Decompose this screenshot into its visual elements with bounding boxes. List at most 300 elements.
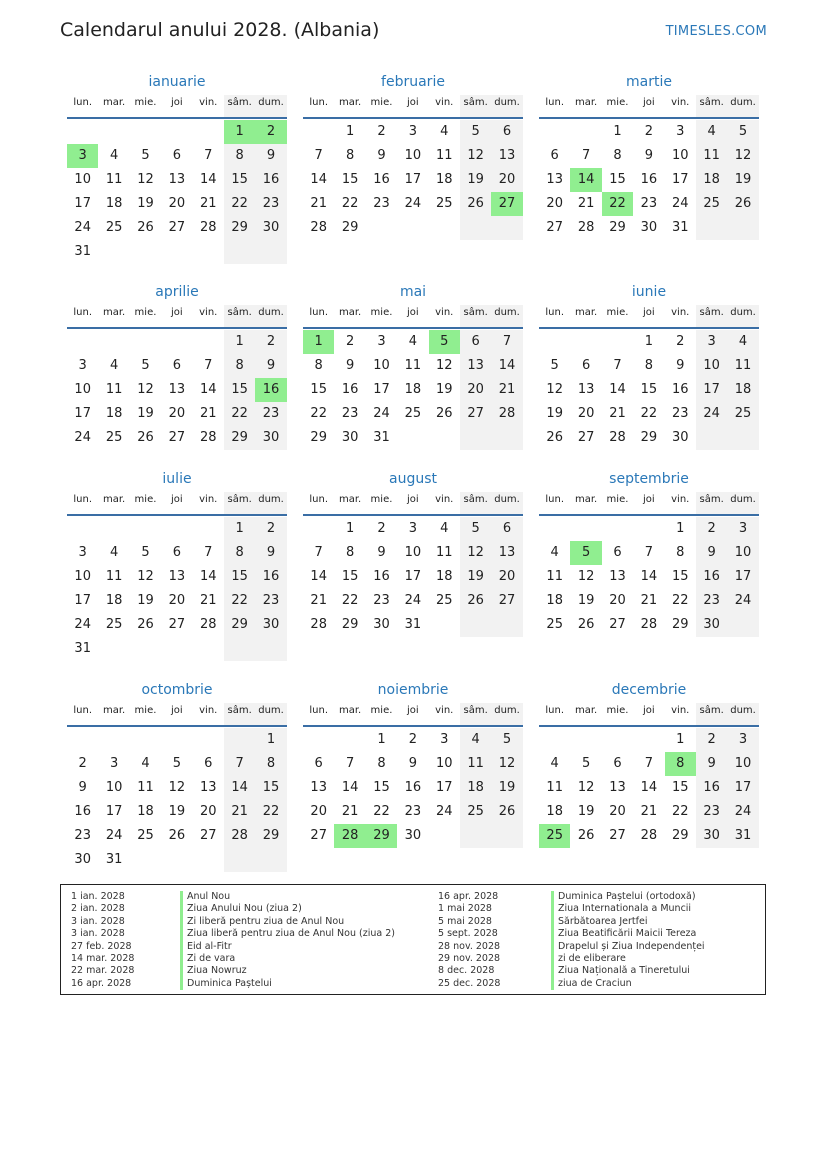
day-cell: 27 bbox=[310, 828, 327, 843]
day-cell: 16 bbox=[696, 565, 727, 589]
holiday-day-cell: 5 bbox=[570, 541, 601, 565]
empty-cell bbox=[98, 240, 129, 264]
weekday-label: lun. bbox=[309, 307, 329, 318]
weekday-label: dum. bbox=[255, 492, 286, 514]
weekday-label: lun. bbox=[309, 494, 329, 505]
month-name: ianuarie bbox=[148, 74, 206, 90]
empty-cell bbox=[161, 728, 192, 752]
day-cell: 20 bbox=[168, 406, 186, 421]
day-cell: 7 bbox=[644, 545, 653, 560]
weekday-header bbox=[539, 95, 759, 119]
empty-cell bbox=[366, 216, 397, 240]
day-cell: 13 bbox=[491, 541, 522, 565]
day-cell: 26 bbox=[491, 800, 522, 824]
weekday-label: mar. bbox=[574, 307, 598, 318]
day-grid bbox=[67, 728, 287, 872]
day-cell: 27 bbox=[546, 220, 563, 235]
weekday-label: mie. bbox=[134, 705, 157, 716]
month-name: februarie bbox=[381, 74, 445, 90]
day-cell: 21 bbox=[491, 378, 522, 402]
weekday-label: mie. bbox=[370, 307, 393, 318]
day-cell: 24 bbox=[727, 589, 758, 613]
day-cell: 29 bbox=[224, 426, 255, 450]
weekday-label: sâm. bbox=[224, 703, 255, 725]
day-cell: 2 bbox=[676, 334, 685, 349]
weekday-header bbox=[539, 703, 759, 727]
day-cell: 12 bbox=[460, 144, 491, 168]
day-cell: 26 bbox=[727, 192, 758, 216]
day-cell: 16 bbox=[696, 776, 727, 800]
day-cell: 27 bbox=[577, 430, 595, 445]
day-cell: 11 bbox=[546, 780, 563, 795]
day-cell: 21 bbox=[310, 593, 327, 608]
day-cell: 11 bbox=[727, 354, 758, 378]
day-cell: 28 bbox=[224, 824, 255, 848]
day-cell: 14 bbox=[609, 382, 626, 397]
day-cell: 20 bbox=[609, 804, 626, 819]
day-cell: 3 bbox=[78, 358, 87, 373]
weekday-label: vin. bbox=[435, 705, 454, 716]
day-cell: 26 bbox=[577, 828, 595, 843]
day-cell: 7 bbox=[644, 756, 653, 771]
day-cell: 8 bbox=[314, 358, 323, 373]
day-cell: 23 bbox=[696, 800, 727, 824]
day-cell: 30 bbox=[696, 613, 727, 637]
weekday-label: mar. bbox=[102, 97, 126, 108]
empty-cell bbox=[460, 216, 491, 240]
month-name: noiembrie bbox=[377, 682, 449, 698]
day-cell: 17 bbox=[435, 780, 453, 795]
day-cell: 28 bbox=[640, 617, 658, 632]
weekday-label: dum. bbox=[727, 95, 758, 117]
day-cell: 7 bbox=[314, 545, 323, 560]
day-cell: 2 bbox=[408, 732, 417, 747]
empty-cell bbox=[539, 728, 570, 752]
day-cell: 9 bbox=[255, 541, 286, 565]
day-cell: 20 bbox=[491, 168, 522, 192]
day-cell: 28 bbox=[491, 402, 522, 426]
day-cell: 18 bbox=[105, 196, 123, 211]
day-cell: 31 bbox=[671, 220, 689, 235]
day-cell: 12 bbox=[577, 780, 595, 795]
weekday-label: joi bbox=[407, 705, 419, 716]
day-cell: 25 bbox=[105, 617, 123, 632]
day-cell: 12 bbox=[727, 144, 758, 168]
empty-cell bbox=[491, 426, 522, 450]
weekday-label: sâm. bbox=[460, 305, 491, 327]
day-cell: 18 bbox=[404, 382, 422, 397]
weekday-label: dum. bbox=[491, 305, 522, 327]
day-cell: 20 bbox=[577, 406, 595, 421]
empty-cell bbox=[303, 517, 334, 541]
holiday-date: 5 sept. 2028 bbox=[438, 928, 498, 940]
day-cell: 3 bbox=[696, 330, 727, 354]
day-cell: 9 bbox=[255, 144, 286, 168]
day-cell: 5 bbox=[141, 148, 150, 163]
holiday-name: Ziua Anului Nou (ziua 2) bbox=[180, 903, 395, 915]
day-cell: 15 bbox=[310, 382, 327, 397]
weekday-label: sâm. bbox=[696, 305, 727, 327]
empty-cell bbox=[130, 637, 161, 661]
month-martie bbox=[539, 72, 759, 240]
day-cell: 5 bbox=[460, 120, 491, 144]
day-cell: 9 bbox=[255, 354, 286, 378]
weekday-label: joi bbox=[407, 97, 419, 108]
holiday-day-cell: 1 bbox=[303, 330, 334, 354]
day-cell: 24 bbox=[74, 430, 91, 445]
day-cell: 11 bbox=[696, 144, 727, 168]
day-cell: 21 bbox=[199, 406, 217, 421]
day-cell: 26 bbox=[460, 192, 491, 216]
day-cell: 6 bbox=[581, 358, 591, 373]
weekday-label: mar. bbox=[338, 97, 362, 108]
weekday-label: sâm. bbox=[460, 703, 491, 725]
holiday-name: Duminica Paștelui bbox=[180, 978, 395, 990]
holiday-date: 3 ian. 2028 bbox=[71, 928, 125, 940]
day-cell: 20 bbox=[546, 196, 563, 211]
month-name: martie bbox=[626, 74, 672, 90]
day-cell: 21 bbox=[577, 196, 595, 211]
day-cell: 6 bbox=[204, 756, 213, 771]
weekday-label: vin. bbox=[671, 307, 690, 318]
holiday-name: Ziua Nowruz bbox=[180, 965, 395, 977]
day-cell: 7 bbox=[345, 756, 355, 771]
day-cell: 2 bbox=[255, 330, 286, 354]
day-cell: 15 bbox=[341, 172, 359, 187]
weekday-label: joi bbox=[643, 307, 655, 318]
day-cell: 17 bbox=[404, 172, 422, 187]
weekday-label: vin. bbox=[199, 97, 218, 108]
day-cell: 20 bbox=[310, 804, 327, 819]
weekday-label: mie. bbox=[134, 307, 157, 318]
empty-cell bbox=[633, 517, 664, 541]
empty-cell bbox=[303, 120, 334, 144]
weekday-label: mie. bbox=[606, 705, 629, 716]
day-cell: 16 bbox=[404, 780, 422, 795]
site-link[interactable]: TIMESLES.COM bbox=[665, 24, 767, 39]
weekday-label: sâm. bbox=[696, 703, 727, 725]
weekday-header bbox=[67, 95, 287, 119]
empty-cell bbox=[491, 216, 522, 240]
day-cell: 4 bbox=[440, 124, 449, 139]
weekday-label: dum. bbox=[491, 95, 522, 117]
empty-cell bbox=[429, 216, 460, 240]
weekday-label: mie. bbox=[370, 705, 393, 716]
day-cell: 8 bbox=[345, 545, 355, 560]
empty-cell bbox=[539, 120, 570, 144]
day-cell: 22 bbox=[373, 804, 390, 819]
weekday-label: joi bbox=[643, 705, 655, 716]
day-cell: 19 bbox=[577, 593, 595, 608]
weekday-label: vin. bbox=[199, 307, 218, 318]
weekday-label: mar. bbox=[338, 494, 362, 505]
day-cell: 22 bbox=[255, 800, 286, 824]
day-cell: 7 bbox=[204, 148, 213, 163]
day-cell: 21 bbox=[341, 804, 359, 819]
day-cell: 29 bbox=[609, 220, 626, 235]
empty-cell bbox=[460, 613, 491, 637]
day-cell: 18 bbox=[435, 569, 453, 584]
weekday-label: lun. bbox=[545, 307, 565, 318]
day-cell: 30 bbox=[404, 828, 422, 843]
empty-cell bbox=[161, 848, 192, 872]
holiday-date: 1 mai 2028 bbox=[438, 903, 492, 915]
day-cell: 14 bbox=[199, 382, 217, 397]
day-cell: 14 bbox=[310, 172, 327, 187]
month-name: iulie bbox=[162, 471, 192, 487]
day-cell: 8 bbox=[224, 144, 255, 168]
empty-cell bbox=[255, 637, 286, 661]
day-cell: 27 bbox=[168, 617, 186, 632]
day-cell: 16 bbox=[255, 565, 286, 589]
holiday-name: Sărbătoarea Jertfei bbox=[551, 916, 705, 928]
day-cell: 23 bbox=[74, 828, 91, 843]
holiday-date: 25 dec. 2028 bbox=[438, 977, 501, 989]
day-cell: 14 bbox=[199, 569, 217, 584]
day-cell: 23 bbox=[373, 196, 390, 211]
weekday-header bbox=[303, 703, 523, 727]
day-cell: 22 bbox=[224, 402, 255, 426]
day-cell: 22 bbox=[224, 589, 255, 613]
holiday-date: 27 feb. 2028 bbox=[71, 940, 132, 952]
day-cell: 1 bbox=[676, 521, 685, 536]
holiday-day-cell: 2 bbox=[255, 120, 286, 144]
holiday-date: 29 nov. 2028 bbox=[438, 952, 501, 964]
day-cell: 27 bbox=[168, 220, 186, 235]
day-cell: 4 bbox=[141, 756, 150, 771]
day-cell: 15 bbox=[640, 382, 658, 397]
day-cell: 17 bbox=[105, 804, 123, 819]
weekday-label: sâm. bbox=[224, 95, 255, 117]
holiday-day-cell: 22 bbox=[602, 192, 633, 216]
day-cell: 18 bbox=[727, 378, 758, 402]
weekday-label: vin. bbox=[199, 705, 218, 716]
day-cell: 12 bbox=[491, 752, 522, 776]
day-cell: 10 bbox=[404, 545, 422, 560]
month-aprilie bbox=[67, 282, 287, 450]
day-cell: 17 bbox=[373, 382, 390, 397]
day-cell: 24 bbox=[696, 402, 727, 426]
day-cell: 31 bbox=[74, 244, 91, 259]
holiday-date: 22 mar. 2028 bbox=[71, 965, 135, 977]
holiday-name: Ziua Națională a Tineretului bbox=[551, 965, 705, 977]
empty-cell bbox=[491, 613, 522, 637]
day-cell: 27 bbox=[199, 828, 217, 843]
day-cell: 18 bbox=[546, 804, 563, 819]
day-cell: 15 bbox=[255, 776, 286, 800]
day-cell: 25 bbox=[137, 828, 154, 843]
weekday-label: mar. bbox=[574, 705, 598, 716]
day-cell: 20 bbox=[609, 593, 626, 608]
empty-cell bbox=[570, 330, 601, 354]
month-octombrie bbox=[67, 680, 287, 872]
empty-cell bbox=[193, 848, 224, 872]
day-cell: 15 bbox=[609, 172, 626, 187]
day-cell: 15 bbox=[671, 780, 689, 795]
month-mai bbox=[303, 282, 523, 450]
empty-cell bbox=[570, 728, 601, 752]
day-cell: 18 bbox=[546, 593, 563, 608]
day-cell: 22 bbox=[310, 406, 327, 421]
day-cell: 24 bbox=[727, 800, 758, 824]
day-cell: 25 bbox=[435, 593, 453, 608]
month-name: aprilie bbox=[155, 284, 199, 300]
day-cell: 17 bbox=[74, 406, 91, 421]
day-cell: 28 bbox=[310, 220, 327, 235]
day-cell: 16 bbox=[373, 172, 390, 187]
day-cell: 6 bbox=[613, 545, 622, 560]
day-cell: 9 bbox=[408, 756, 417, 771]
empty-cell bbox=[633, 728, 664, 752]
day-cell: 2 bbox=[696, 728, 727, 752]
weekday-label: joi bbox=[643, 97, 655, 108]
day-cell: 23 bbox=[255, 402, 286, 426]
weekday-label: lun. bbox=[73, 705, 93, 716]
holiday-name: Zi de vara bbox=[180, 953, 395, 965]
day-cell: 6 bbox=[491, 517, 522, 541]
day-cell: 17 bbox=[727, 565, 758, 589]
day-cell: 19 bbox=[460, 565, 491, 589]
month-august bbox=[303, 469, 523, 637]
day-cell: 18 bbox=[105, 406, 123, 421]
day-cell: 24 bbox=[74, 617, 91, 632]
empty-cell bbox=[602, 728, 633, 752]
day-cell: 5 bbox=[141, 358, 150, 373]
day-cell: 27 bbox=[168, 430, 186, 445]
day-cell: 13 bbox=[577, 382, 595, 397]
month-name: septembrie bbox=[609, 471, 689, 487]
holiday-day-cell: 1 bbox=[224, 120, 255, 144]
month-noiembrie bbox=[303, 680, 523, 848]
weekday-label: joi bbox=[643, 494, 655, 505]
day-cell: 26 bbox=[460, 589, 491, 613]
empty-cell bbox=[193, 637, 224, 661]
day-cell: 17 bbox=[696, 378, 727, 402]
day-cell: 12 bbox=[546, 382, 563, 397]
day-cell: 22 bbox=[671, 593, 689, 608]
day-cell: 16 bbox=[255, 168, 286, 192]
day-cell: 7 bbox=[204, 545, 213, 560]
day-cell: 20 bbox=[460, 378, 491, 402]
weekday-label: lun. bbox=[545, 97, 565, 108]
weekday-label: mar. bbox=[574, 494, 598, 505]
weekday-header bbox=[303, 492, 523, 516]
day-cell: 19 bbox=[460, 168, 491, 192]
holiday-name: Eid al-Fitr bbox=[180, 941, 395, 953]
day-cell: 10 bbox=[74, 382, 91, 397]
weekday-header bbox=[67, 305, 287, 329]
weekday-label: dum. bbox=[255, 305, 286, 327]
day-cell: 29 bbox=[341, 617, 359, 632]
empty-cell bbox=[460, 426, 491, 450]
empty-cell bbox=[429, 824, 460, 848]
empty-cell bbox=[67, 517, 98, 541]
empty-cell bbox=[696, 216, 727, 240]
day-cell: 13 bbox=[199, 780, 217, 795]
weekday-label: vin. bbox=[435, 307, 454, 318]
day-cell: 29 bbox=[310, 430, 327, 445]
day-cell: 1 bbox=[345, 124, 355, 139]
holiday-name: Ziua Internationala a Muncii bbox=[551, 903, 705, 915]
day-cell: 8 bbox=[613, 148, 622, 163]
weekday-label: sâm. bbox=[696, 492, 727, 514]
day-cell: 26 bbox=[546, 430, 563, 445]
day-cell: 21 bbox=[609, 406, 626, 421]
day-cell: 19 bbox=[137, 196, 154, 211]
weekday-label: dum. bbox=[491, 492, 522, 514]
weekday-header bbox=[303, 305, 523, 329]
weekday-label: mar. bbox=[102, 494, 126, 505]
weekday-label: lun. bbox=[73, 97, 93, 108]
weekday-label: dum. bbox=[255, 703, 286, 725]
day-cell: 31 bbox=[727, 824, 758, 848]
day-cell: 12 bbox=[168, 780, 186, 795]
empty-cell bbox=[98, 120, 129, 144]
weekday-label: dum. bbox=[727, 305, 758, 327]
day-cell: 26 bbox=[137, 430, 154, 445]
holiday-date: 16 apr. 2028 bbox=[438, 891, 499, 902]
holiday-date: 14 mar. 2028 bbox=[71, 952, 135, 964]
day-cell: 12 bbox=[137, 382, 154, 397]
day-grid bbox=[303, 330, 523, 450]
day-cell: 12 bbox=[577, 569, 595, 584]
day-cell: 27 bbox=[491, 589, 522, 613]
day-cell: 23 bbox=[640, 196, 658, 211]
day-cell: 2 bbox=[644, 124, 653, 139]
holiday-date: 8 dec. 2028 bbox=[438, 965, 495, 977]
month-decembrie bbox=[539, 680, 759, 848]
day-cell: 7 bbox=[491, 330, 522, 354]
weekday-label: joi bbox=[407, 494, 419, 505]
holiday-date: 5 mai 2028 bbox=[438, 915, 492, 927]
day-cell: 31 bbox=[404, 617, 422, 632]
day-cell: 20 bbox=[168, 196, 186, 211]
day-cell: 17 bbox=[727, 776, 758, 800]
empty-cell bbox=[539, 517, 570, 541]
empty-cell bbox=[224, 728, 255, 752]
day-cell: 9 bbox=[696, 752, 727, 776]
day-cell: 30 bbox=[255, 216, 286, 240]
day-cell: 20 bbox=[491, 565, 522, 589]
weekday-label: joi bbox=[171, 97, 183, 108]
empty-cell bbox=[429, 426, 460, 450]
day-cell: 2 bbox=[377, 521, 386, 536]
empty-cell bbox=[130, 728, 161, 752]
day-cell: 31 bbox=[373, 430, 390, 445]
day-cell: 6 bbox=[550, 148, 559, 163]
holiday-name: Zi liberă pentru ziua de Anul Nou bbox=[180, 916, 395, 928]
day-cell: 7 bbox=[224, 752, 255, 776]
day-cell: 5 bbox=[172, 756, 181, 771]
empty-cell bbox=[602, 330, 633, 354]
weekday-label: lun. bbox=[309, 705, 329, 716]
day-cell: 17 bbox=[74, 196, 91, 211]
holiday-day-cell: 29 bbox=[366, 824, 397, 848]
day-cell: 17 bbox=[74, 593, 91, 608]
empty-cell bbox=[224, 637, 255, 661]
holiday-day-cell: 25 bbox=[539, 824, 570, 848]
empty-cell bbox=[224, 240, 255, 264]
day-cell: 5 bbox=[491, 728, 522, 752]
holiday-name: Ziua liberă pentru ziua de Anul Nou (ziua 2) bbox=[180, 928, 395, 940]
weekday-label: lun. bbox=[73, 494, 93, 505]
empty-cell bbox=[491, 824, 522, 848]
holiday-date: 16 apr. 2028 bbox=[71, 977, 132, 989]
day-cell: 19 bbox=[137, 593, 154, 608]
day-cell: 3 bbox=[440, 732, 449, 747]
day-cell: 27 bbox=[460, 402, 491, 426]
day-cell: 16 bbox=[671, 382, 689, 397]
